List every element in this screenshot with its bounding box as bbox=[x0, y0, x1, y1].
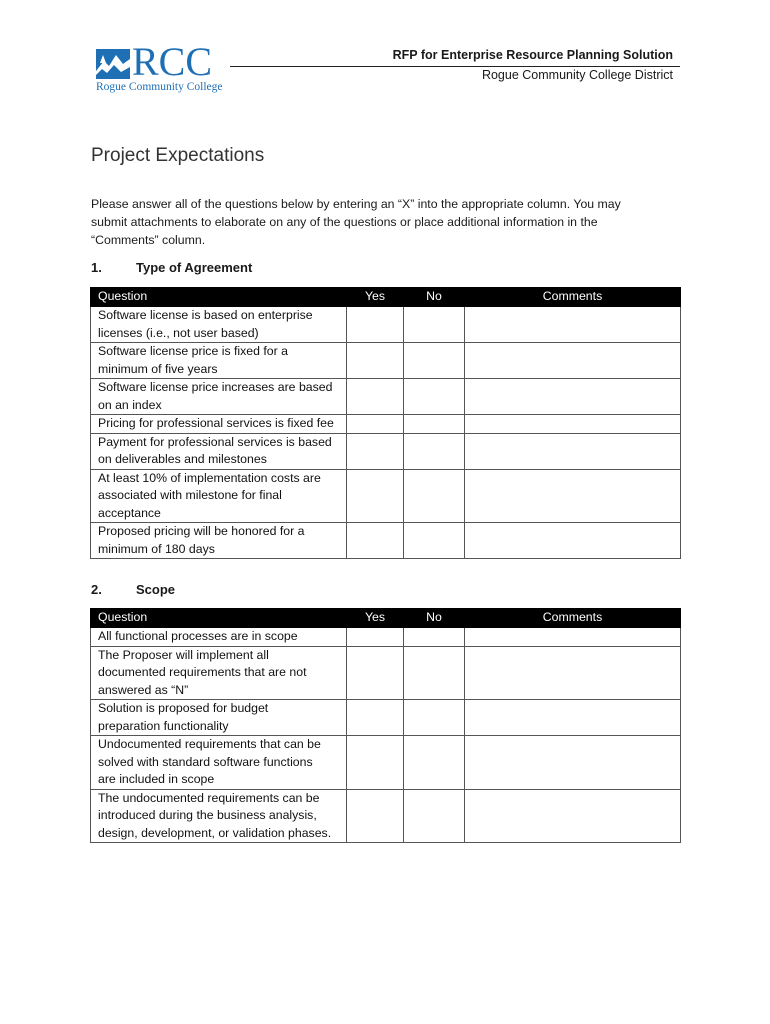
no-cell[interactable] bbox=[404, 700, 465, 736]
question-line: on deliverables and milestones bbox=[98, 452, 267, 466]
header-divider bbox=[230, 66, 680, 67]
yes-cell[interactable] bbox=[347, 523, 404, 559]
no-cell[interactable] bbox=[404, 523, 465, 559]
column-header-no: No bbox=[404, 609, 465, 628]
comments-cell[interactable] bbox=[465, 700, 681, 736]
comments-cell[interactable] bbox=[465, 646, 681, 700]
yes-cell[interactable] bbox=[347, 700, 404, 736]
table-row bbox=[91, 646, 681, 700]
table-row bbox=[91, 469, 681, 523]
question-cell bbox=[91, 700, 347, 736]
no-cell[interactable] bbox=[404, 433, 465, 469]
question-line: Software license price increases are based bbox=[98, 380, 333, 394]
intro-paragraph bbox=[91, 195, 671, 249]
question-cell bbox=[91, 628, 347, 647]
no-cell[interactable] bbox=[404, 469, 465, 523]
column-header-yes: Yes bbox=[347, 288, 404, 307]
question-line: answered as “N” bbox=[98, 682, 189, 697]
question-line: All functional processes are in scope bbox=[98, 629, 298, 643]
column-header-question: Question bbox=[91, 609, 347, 628]
agreement-table bbox=[90, 287, 681, 559]
yes-cell[interactable] bbox=[347, 736, 404, 790]
comments-cell[interactable] bbox=[465, 628, 681, 647]
question-cell bbox=[91, 415, 347, 434]
document-title: RFP for Enterprise Resource Planning Solution bbox=[392, 48, 673, 62]
comments-cell[interactable] bbox=[465, 433, 681, 469]
column-header-comments: Comments bbox=[465, 609, 681, 628]
question-cell bbox=[91, 379, 347, 415]
column-header-no: No bbox=[404, 288, 465, 307]
comments-cell[interactable] bbox=[465, 415, 681, 434]
question-line: Solution is proposed for budget bbox=[98, 701, 269, 715]
question-line: Pricing for professional services is fixed fee bbox=[98, 416, 334, 430]
question-line: licenses (i.e., not user based) bbox=[98, 325, 259, 340]
yes-cell[interactable] bbox=[347, 646, 404, 700]
intro-line: “Comments” column. bbox=[91, 233, 206, 247]
mountain-tree-icon bbox=[96, 49, 130, 79]
no-cell[interactable] bbox=[404, 646, 465, 700]
question-line: minimum of five years bbox=[98, 361, 218, 376]
yes-cell[interactable] bbox=[347, 343, 404, 379]
question-line: The undocumented requirements can be bbox=[98, 790, 320, 805]
question-line: documented requirements that are not bbox=[98, 665, 307, 679]
scope-table bbox=[90, 608, 681, 843]
table-row bbox=[91, 523, 681, 559]
comments-cell[interactable] bbox=[465, 379, 681, 415]
question-line: acceptance bbox=[98, 505, 161, 520]
yes-cell[interactable] bbox=[347, 789, 404, 843]
question-line: Software license is based on enterprise bbox=[98, 308, 313, 322]
question-cell bbox=[91, 646, 347, 700]
no-cell[interactable] bbox=[404, 343, 465, 379]
logo-text: RCC bbox=[132, 39, 213, 84]
question-line: are included in scope bbox=[98, 772, 215, 786]
question-line: preparation functionality bbox=[98, 718, 229, 733]
question-cell bbox=[91, 433, 347, 469]
comments-cell[interactable] bbox=[465, 343, 681, 379]
question-line: solved with standard software functions bbox=[98, 754, 313, 769]
no-cell[interactable] bbox=[404, 628, 465, 647]
question-line: Payment for professional services is based bbox=[98, 434, 332, 449]
logo-subtitle: Rogue Community College bbox=[96, 81, 223, 93]
yes-cell[interactable] bbox=[347, 307, 404, 343]
question-cell bbox=[91, 307, 347, 343]
intro-line: submit attachments to elaborate on any of the questions or place additional information in the bbox=[91, 215, 598, 229]
table-row bbox=[91, 433, 681, 469]
table-row bbox=[91, 307, 681, 343]
section-title: Scope bbox=[136, 582, 176, 597]
table-header-row bbox=[91, 288, 681, 307]
column-header-yes: Yes bbox=[347, 609, 404, 628]
question-line: design, development, or validation phases. bbox=[98, 825, 332, 840]
column-header-question: Question bbox=[91, 288, 347, 307]
question-cell bbox=[91, 343, 347, 379]
question-line: Undocumented requirements that can be bbox=[98, 737, 321, 751]
question-line: minimum of 180 days bbox=[98, 541, 215, 556]
table-row bbox=[91, 736, 681, 790]
no-cell[interactable] bbox=[404, 736, 465, 790]
question-line: introduced during the business analysis, bbox=[98, 808, 317, 822]
table-row bbox=[91, 343, 681, 379]
table-row bbox=[91, 789, 681, 843]
comments-cell[interactable] bbox=[465, 736, 681, 790]
question-line: Software license price is fixed for a bbox=[98, 344, 289, 358]
comments-cell[interactable] bbox=[465, 789, 681, 843]
question-line: on an index bbox=[98, 397, 162, 412]
section-number: 2. bbox=[91, 582, 102, 597]
question-line: associated with milestone for final bbox=[98, 488, 282, 502]
section-title: Type of Agreement bbox=[136, 260, 253, 275]
yes-cell[interactable] bbox=[347, 379, 404, 415]
no-cell[interactable] bbox=[404, 415, 465, 434]
column-header-comments: Comments bbox=[465, 288, 681, 307]
no-cell[interactable] bbox=[404, 379, 465, 415]
yes-cell[interactable] bbox=[347, 469, 404, 523]
no-cell[interactable] bbox=[404, 307, 465, 343]
no-cell[interactable] bbox=[404, 789, 465, 843]
rcc-logo bbox=[96, 39, 236, 95]
question-cell bbox=[91, 736, 347, 790]
yes-cell[interactable] bbox=[347, 433, 404, 469]
table-header-row bbox=[91, 609, 681, 628]
question-cell bbox=[91, 469, 347, 523]
yes-cell[interactable] bbox=[347, 415, 404, 434]
page-heading: Project Expectations bbox=[91, 145, 265, 166]
question-line: The Proposer will implement all bbox=[98, 647, 269, 662]
table-row bbox=[91, 628, 681, 647]
comments-cell[interactable] bbox=[465, 523, 681, 559]
document-subtitle: Rogue Community College District bbox=[481, 68, 673, 82]
table-row bbox=[91, 700, 681, 736]
comments-cell[interactable] bbox=[465, 307, 681, 343]
section-number: 1. bbox=[91, 260, 102, 275]
question-cell bbox=[91, 523, 347, 559]
intro-line: Please answer all of the questions below by entering an “X” into the appropriate column. You may bbox=[91, 197, 621, 211]
table-row bbox=[91, 415, 681, 434]
question-cell bbox=[91, 789, 347, 843]
table-row bbox=[91, 379, 681, 415]
question-line: Proposed pricing will be honored for a bbox=[98, 524, 305, 538]
yes-cell[interactable] bbox=[347, 628, 404, 647]
question-line: At least 10% of implementation costs are bbox=[98, 470, 321, 485]
comments-cell[interactable] bbox=[465, 469, 681, 523]
